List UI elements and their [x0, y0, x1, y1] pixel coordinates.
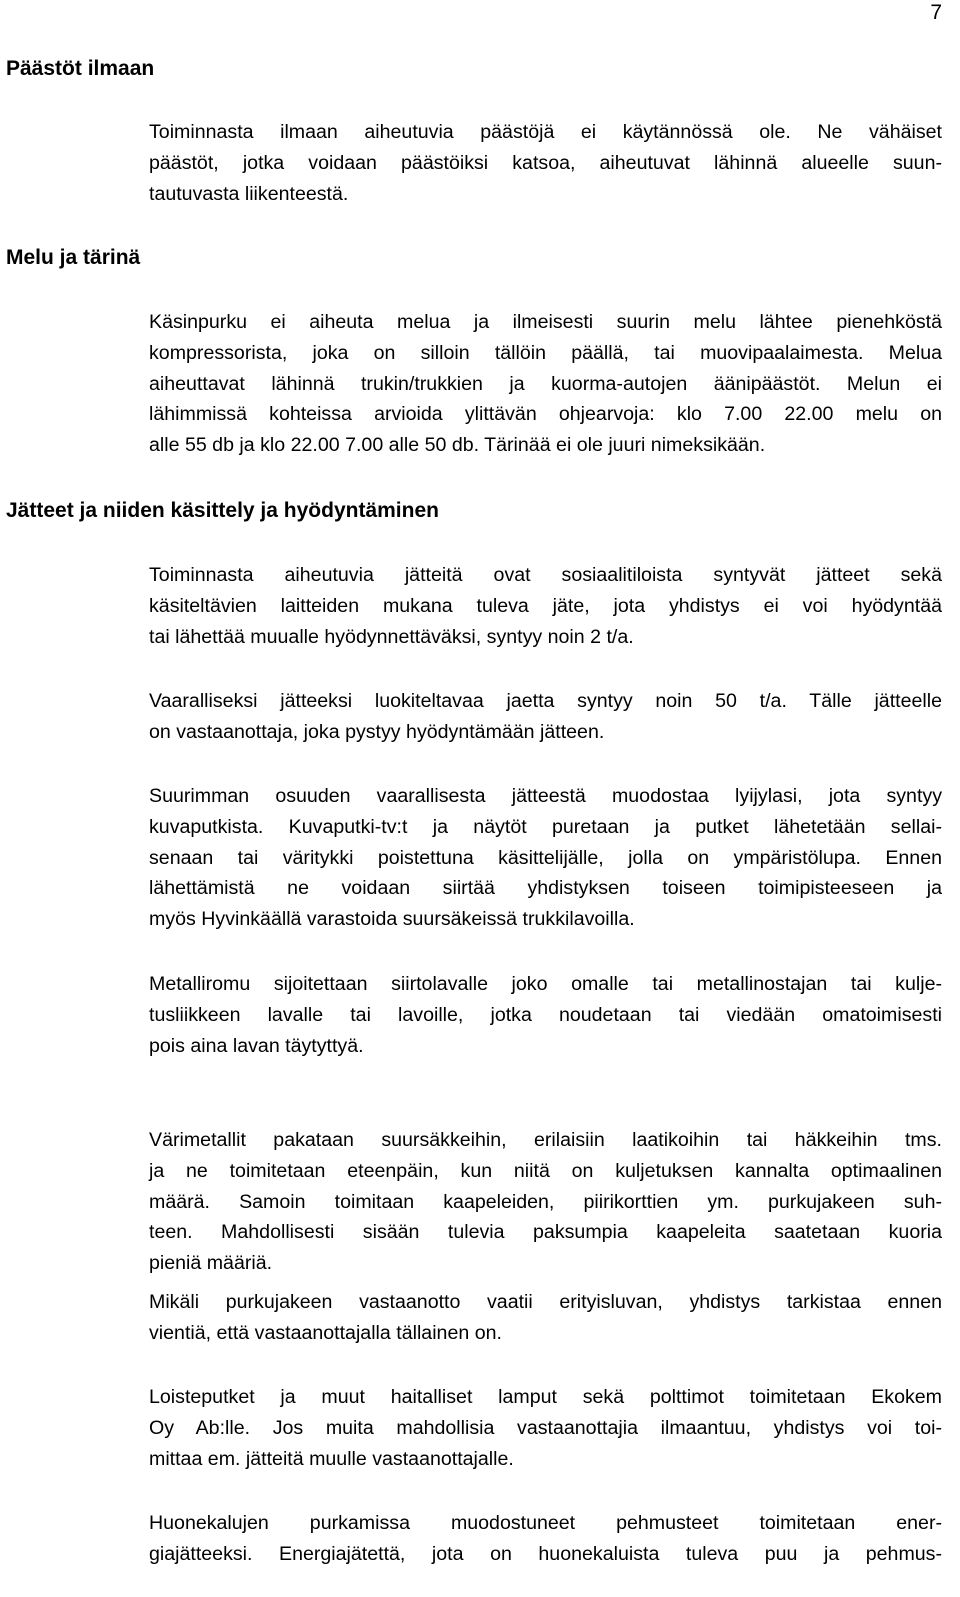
section-heading-noise: Melu ja tärinä	[6, 246, 141, 269]
text-line: pois aina lavan täytyttyä.	[149, 1034, 364, 1057]
paragraph-waste-1	[149, 560, 942, 652]
text-line: aiheuttavat lähinnä trukin/trukkien ja kuorma-autojen äänipäästöt. Melun ei	[149, 372, 942, 395]
page-number: 7	[930, 1, 942, 24]
text-line: pieniä määriä.	[149, 1252, 273, 1275]
text-line: ja ne toimitetaan eteenpäin, kun niitä on kuljetuksen kannalta optimaalinen	[149, 1159, 942, 1182]
text-line: päästöt, jotka voidaan päästöiksi katsoa, aiheutuvat lähinnä alueelle suun-	[149, 151, 942, 174]
paragraph-emissions	[149, 117, 942, 209]
text-line: alle 55 db ja klo 22.00 7.00 alle 50 db. Tärinää ei ole juuri nimeksikään.	[149, 434, 766, 457]
paragraph-waste-6	[149, 1287, 942, 1349]
text-line: Mikäli purkujakeen vastaanotto vaatii erityisluvan, yhdistys tarkistaa ennen	[149, 1291, 942, 1313]
text-line: Vaaralliseksi jätteeksi luokiteltavaa jaetta syntyy noin 50 t/a. Tälle jätteelle	[149, 690, 942, 712]
text-line: Värimetallit pakataan suursäkkeihin, erilaisiin laatikoihin tai häkkeihin tms.	[149, 1129, 942, 1151]
section-heading-waste: Jätteet ja niiden käsittely ja hyödyntäminen	[6, 499, 439, 522]
text-line: Loisteputket ja muut haitalliset lamput sekä polttimot toimitetaan Ekokem	[149, 1386, 942, 1408]
text-line: Toiminnasta ilmaan aiheutuvia päästöjä ei käytännössä ole. Ne vähäiset	[149, 121, 942, 143]
paragraph-waste-4	[149, 969, 942, 1061]
text-line: kuvaputkista. Kuvaputki-tv:t ja näytöt puretaan ja putket lähetetään sellai-	[149, 815, 942, 838]
paragraph-noise	[149, 307, 942, 461]
text-line: lähettämistä ne voidaan siirtää yhdistyksen toiseen toimipisteeseen ja	[149, 877, 942, 900]
text-line: tai lähettää muualle hyödynnettäväksi, syntyy noin 2 t/a.	[149, 625, 634, 648]
text-line: Oy Ab:lle. Jos muita mahdollisia vastaanottajia ilmaantuu, yhdistys voi toi-	[149, 1416, 942, 1439]
text-line: Suurimman osuuden vaarallisesta jätteestä muodostaa lyijylasi, jota syntyy	[149, 785, 942, 807]
text-line: senaan tai väritykki poistettuna käsittelijälle, jolla on ympäristölupa. Ennen	[149, 846, 942, 869]
text-line: käsiteltävien laitteiden mukana tuleva jäte, jota yhdistys ei voi hyödyntää	[149, 594, 942, 617]
text-line: tusliikkeen lavalle tai lavoille, jotka noudetaan tai viedään omatoimisesti	[149, 1003, 942, 1026]
text-line: Toiminnasta aiheutuvia jätteitä ovat sosiaalitiloista syntyvät jätteet sekä	[149, 564, 942, 586]
text-line: määrä. Samoin toimitaan kaapeleiden, piirikorttien ym. purkujakeen suh-	[149, 1190, 942, 1213]
paragraph-waste-3	[149, 781, 942, 935]
text-line: myös Hyvinkäällä varastoida suursäkeissä trukkilavoilla.	[149, 908, 635, 931]
paragraph-waste-5	[149, 1125, 942, 1279]
paragraph-waste-8	[149, 1508, 942, 1570]
text-line: on vastaanottaja, joka pystyy hyödyntämään jätteen.	[149, 720, 605, 743]
text-line: vientiä, että vastaanottajalla tällainen on.	[149, 1321, 502, 1344]
text-line: tautuvasta liikenteestä.	[149, 182, 349, 205]
text-line: kompressorista, joka on silloin tällöin päällä, tai muovipaalaimesta. Melua	[149, 341, 942, 364]
text-line: Metalliromu sijoitettaan siirtolavalle joko omalle tai metallinostajan tai kulje-	[149, 973, 942, 995]
text-line: Huonekalujen purkamissa muodostuneet pehmusteet toimitetaan ener-	[149, 1512, 942, 1534]
paragraph-waste-2	[149, 686, 942, 748]
section-heading-emissions: Päästöt ilmaan	[6, 57, 155, 80]
text-line: lähimmissä kohteissa arvioida ylittävän ohjearvoja: klo 7.00 22.00 melu on	[149, 403, 942, 426]
paragraph-waste-7	[149, 1382, 942, 1474]
text-line: mittaa em. jätteitä muulle vastaanottajalle.	[149, 1447, 514, 1470]
text-line: teen. Mahdollisesti sisään tulevia paksumpia kaapeleita saatetaan kuoria	[149, 1221, 942, 1244]
text-line: Käsinpurku ei aiheuta melua ja ilmeisesti suurin melu lähtee pienehköstä	[149, 311, 942, 333]
text-line: giajätteeksi. Energiajätettä, jota on huonekaluista tuleva puu ja pehmus-	[149, 1542, 942, 1565]
